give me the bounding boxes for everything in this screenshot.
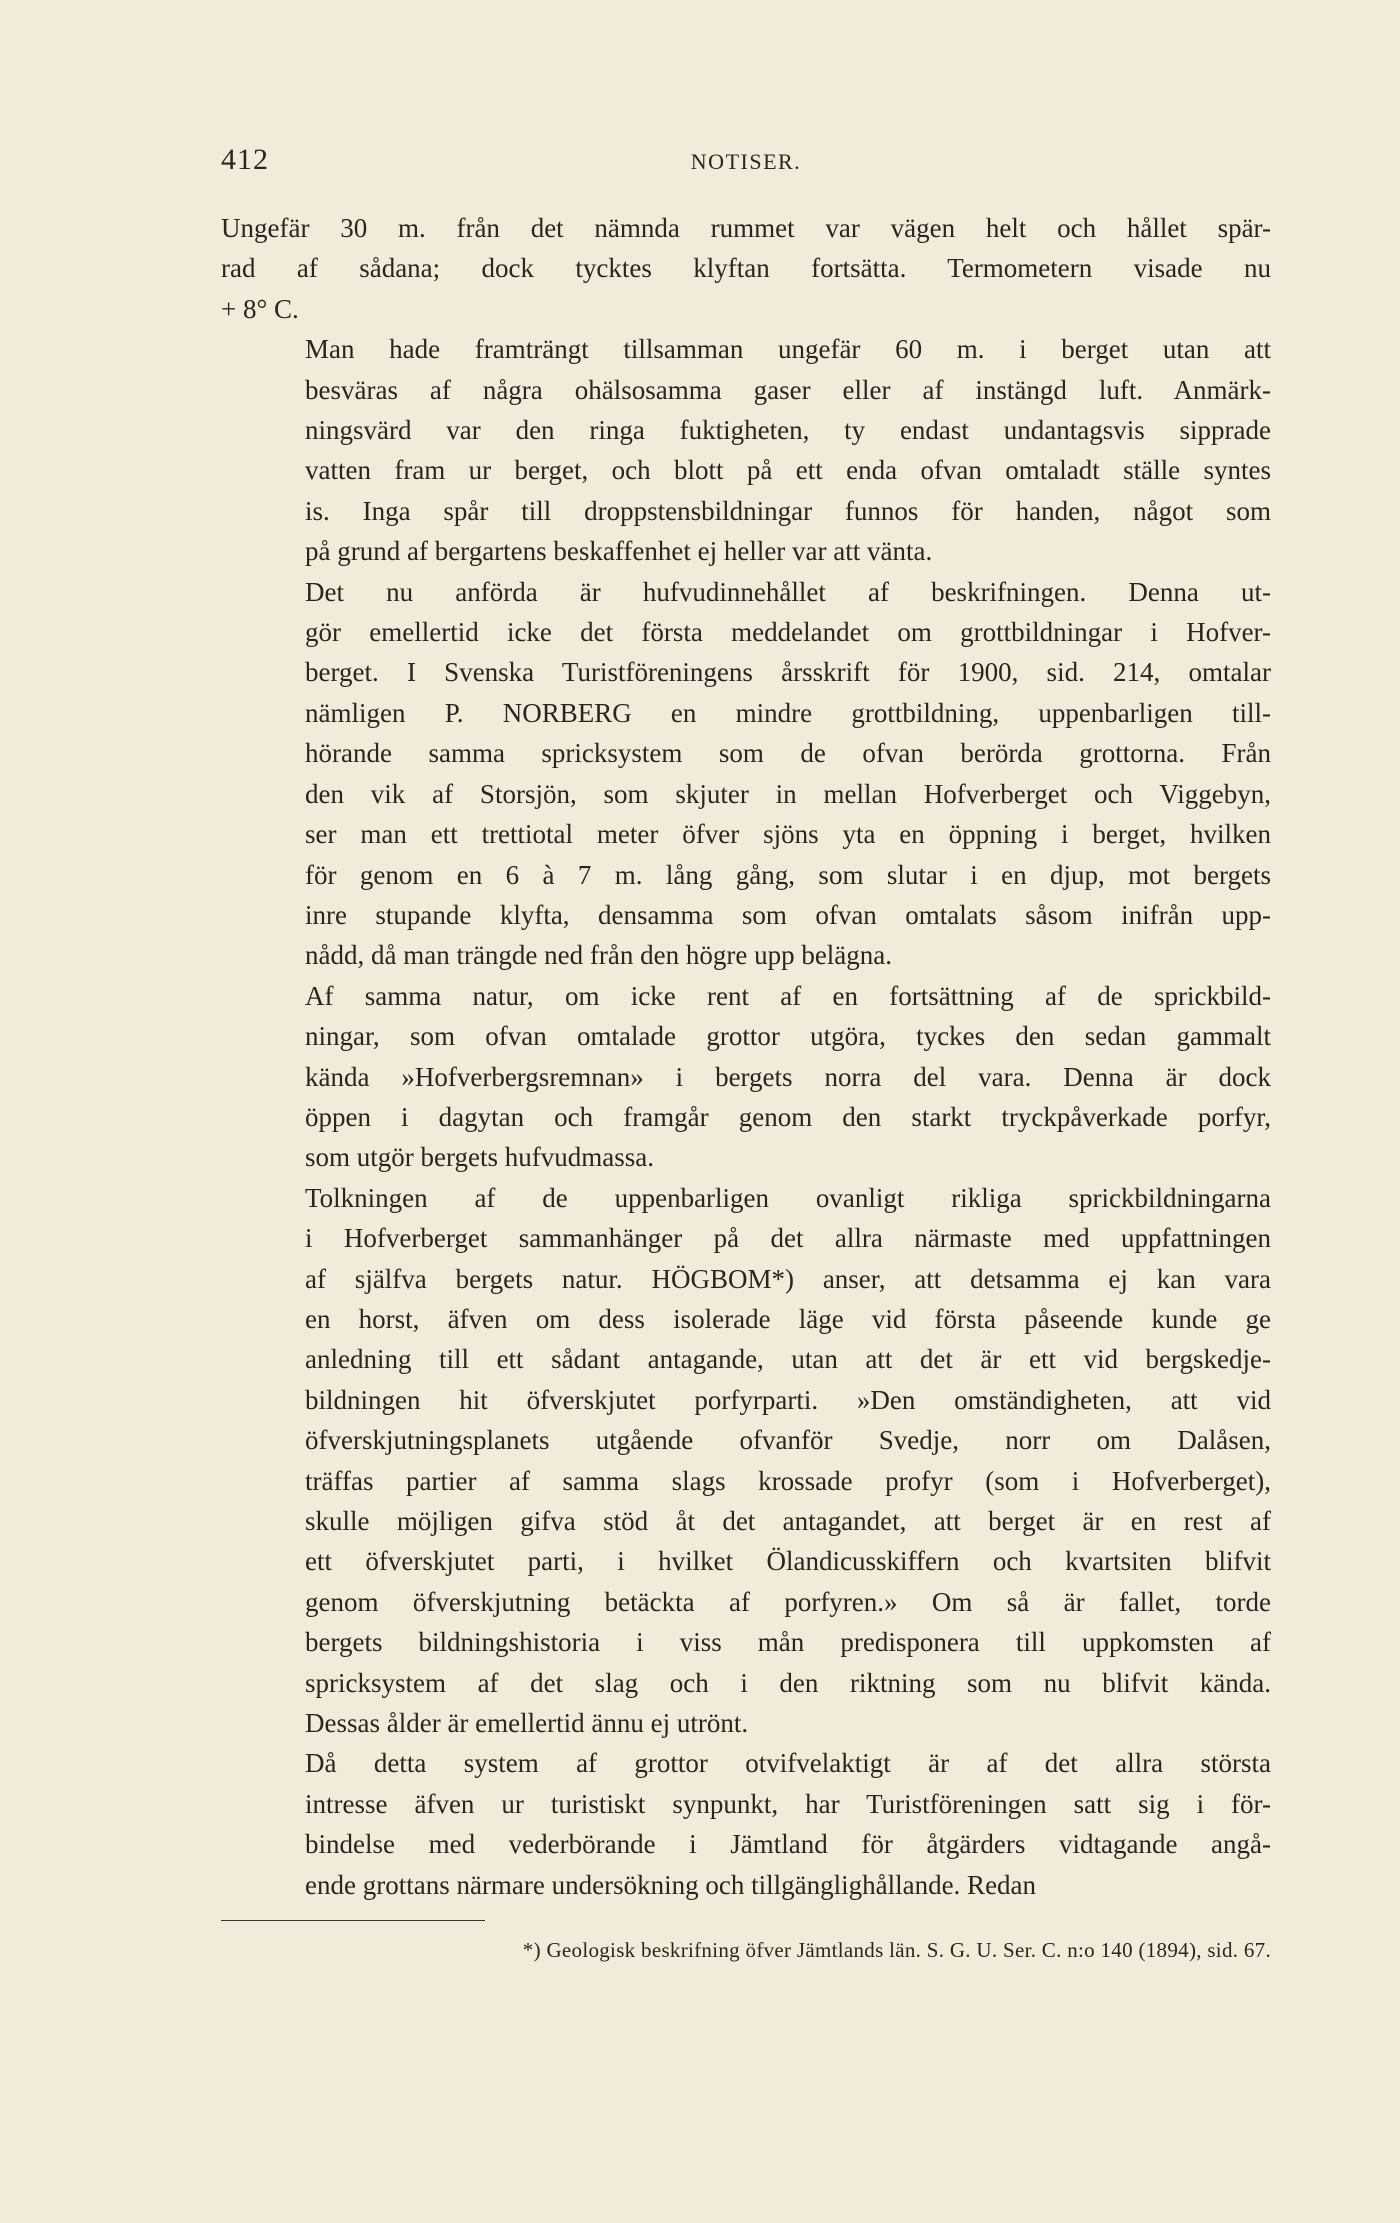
text-line: ende grottans närmare undersökning och tillgänglighållande. Redan bbox=[305, 1869, 1037, 1900]
text-line: rad af sådana; dock tycktes klyftan fortsätta. Termometern visade nu bbox=[221, 253, 1271, 284]
text-line: af själfva bergets natur. HÖGBOM*) anser, att detsamma ej kan vara bbox=[305, 1263, 1271, 1294]
text-line: Dessas ålder är emellertid ännu ej utrönt. bbox=[305, 1708, 749, 1739]
text-line: en horst, äfven om dess isolerade läge vid första påseende kunde ge bbox=[305, 1303, 1271, 1334]
text-line: bergets bildningshistoria i viss mån predisponera till uppkomsten af bbox=[305, 1627, 1271, 1658]
text-line: skulle möjligen gifva stöd åt det antagandet, att berget är en rest af bbox=[305, 1506, 1271, 1536]
text-line: Tolkningen af de uppenbarligen ovanligt rikliga sprickbildningarna bbox=[305, 1182, 1271, 1213]
paragraph bbox=[221, 329, 1271, 571]
text-line: öppen i dagytan och framgår genom den starkt tryckpåverkade porfyr, bbox=[305, 1101, 1271, 1132]
text-line: + 8° C. bbox=[221, 293, 299, 324]
text-line: den vik af Storsjön, som skjuter in mellan Hofverberget och Viggebyn, bbox=[305, 778, 1271, 809]
text-line: Det nu anförda är hufvudinnehållet af beskrifningen. Denna ut- bbox=[305, 576, 1271, 607]
text-line: besväras af några ohälsosamma gaser eller af instängd luft. Anmärk- bbox=[305, 374, 1271, 405]
text-line: hörande samma spricksystem som de ofvan berörda grottorna. Från bbox=[305, 738, 1271, 769]
page-header bbox=[221, 143, 1271, 183]
text-line: spricksystem af det slag och i den riktning som nu blifvit kända. bbox=[305, 1667, 1271, 1698]
text-line: genom öfverskjutning betäckta af porfyren.» Om så är fallet, torde bbox=[305, 1586, 1271, 1617]
text-line: för genom en 6 à 7 m. lång gång, som slutar i en djup, mot bergets bbox=[305, 859, 1271, 890]
text-line: anledning till ett sådant antagande, utan att det är ett vid bergskedje- bbox=[305, 1344, 1271, 1375]
text-line: Då detta system af grottor otvifvelaktigt är af det allra största bbox=[305, 1748, 1271, 1779]
text-line: inre stupande klyfta, densamma som ofvan omtalats såsom inifrån upp- bbox=[305, 899, 1271, 930]
text-line: bindelse med vederbörande i Jämtland för åtgärders vidtagande angå- bbox=[305, 1829, 1271, 1860]
body-text bbox=[221, 208, 1271, 1905]
footnote: *) Geologisk beskrifning öfver Jämtlands län. S. G. U. Ser. C. n:o 140 (1894), sid. 67. bbox=[522, 1938, 1271, 1962]
text-line: bildningen hit öfverskjutet porfyrparti. »Den omständigheten, att vid bbox=[305, 1384, 1271, 1415]
text-line: Af samma natur, om icke rent af en fortsättning af de sprickbild- bbox=[305, 980, 1271, 1011]
text-line: nådd, då man trängde ned från den högre upp belägna. bbox=[305, 940, 893, 971]
paragraph bbox=[221, 1178, 1271, 1744]
text-line: vatten fram ur berget, och blott på ett enda ofvan omtaladt ställe syntes bbox=[305, 455, 1271, 486]
text-line: träffas partier af samma slags krossade profyr (som i Hofverberget), bbox=[305, 1465, 1271, 1496]
text-line: som utgör bergets hufvudmassa. bbox=[305, 1142, 654, 1173]
paragraph bbox=[221, 572, 1271, 976]
text-line: ningsvärd var den ringa fuktigheten, ty endast undantagsvis sipprade bbox=[305, 415, 1271, 446]
text-line: berget. I Svenska Turistföreningens årsskrift för 1900, sid. 214, omtalar bbox=[305, 657, 1271, 688]
page-number: 412 bbox=[221, 143, 269, 176]
paragraph bbox=[221, 1743, 1271, 1905]
text-line: intresse äfven ur turistiskt synpunkt, har Turistföreningen satt sig i för- bbox=[305, 1788, 1271, 1819]
text-line: ser man ett trettiotal meter öfver sjöns yta en öppning i berget, hvilken bbox=[305, 819, 1271, 850]
paragraph bbox=[221, 208, 1271, 329]
text-line: Man hade framträngt tillsamman ungefär 60 m. i berget utan att bbox=[305, 334, 1271, 365]
text-line: ningar, som ofvan omtalade grottor utgöra, tyckes den sedan gammalt bbox=[305, 1021, 1271, 1052]
text-line: gör emellertid icke det första meddelandet om grottbildningar i Hofver- bbox=[305, 617, 1271, 648]
footnote-rule bbox=[221, 1920, 485, 1921]
text-line: ett öfverskjutet parti, i hvilket Ölandicusskiffern och kvartsiten blifvit bbox=[305, 1546, 1271, 1577]
running-head: NOTISER. bbox=[690, 149, 802, 174]
paragraph bbox=[221, 976, 1271, 1178]
text-line: Ungefär 30 m. från det nämnda rummet var vägen helt och hållet spär- bbox=[221, 213, 1271, 243]
text-line: öfverskjutningsplanets utgående ofvanför Svedje, norr om Dalåsen, bbox=[305, 1425, 1271, 1456]
text-line: is. Inga spår till droppstensbildningar funnos för handen, något som bbox=[305, 495, 1271, 526]
text-line: på grund af bergartens beskaffenhet ej heller var att vänta. bbox=[305, 536, 933, 567]
text-line: nämligen P. NORBERG en mindre grottbildning, uppenbarligen till- bbox=[305, 697, 1271, 728]
text-line: i Hofverberget sammanhänger på det allra närmaste med uppfattningen bbox=[305, 1223, 1271, 1254]
text-line: kända »Hofverbergsremnan» i bergets norra del vara. Denna är dock bbox=[305, 1061, 1271, 1092]
